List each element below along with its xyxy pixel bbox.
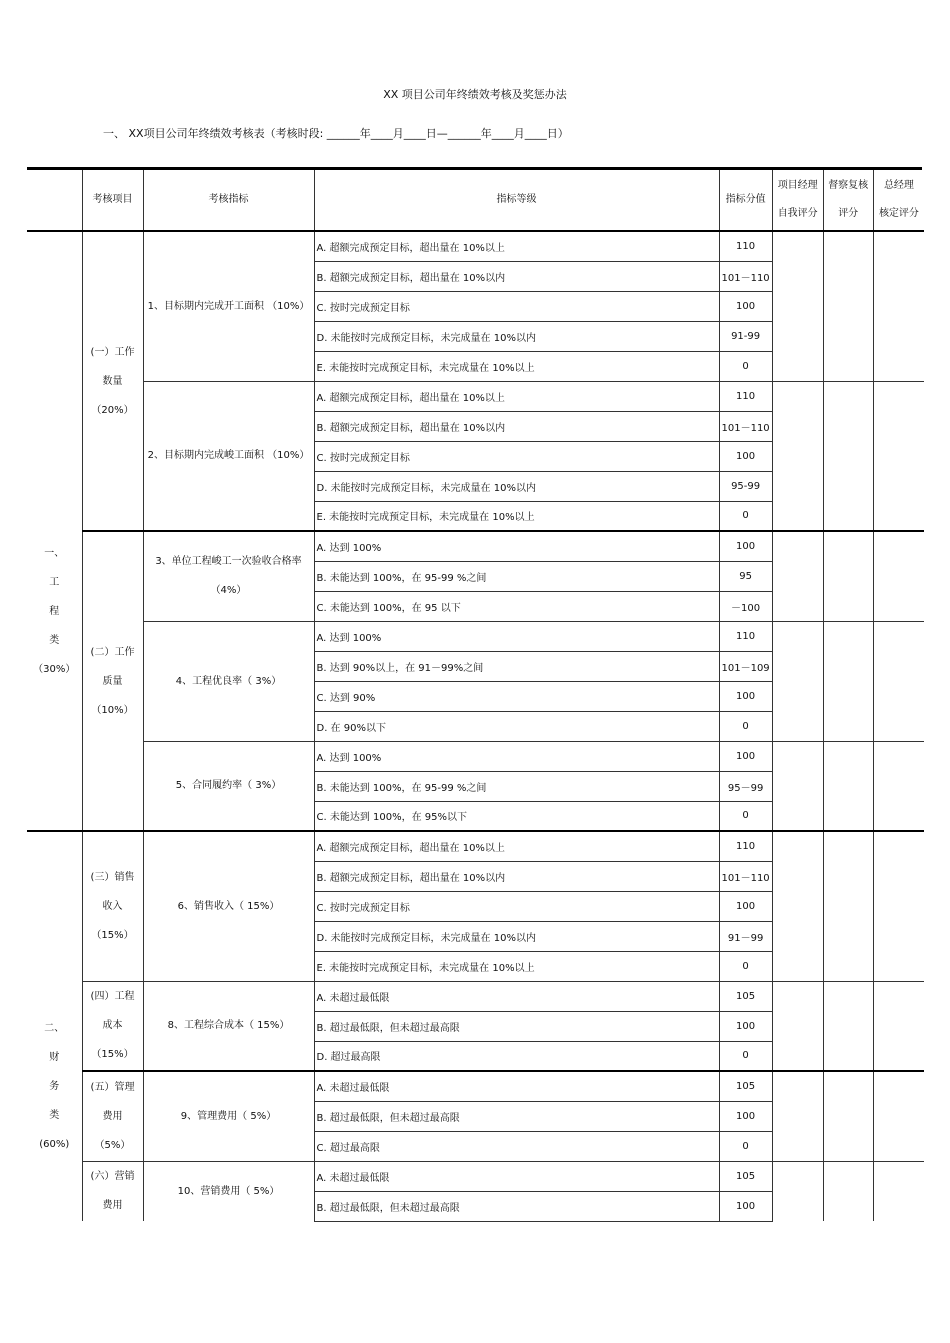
grade-text: B. 超额完成预定目标，超出量在 10%以内 [314, 861, 719, 891]
grade-text: A. 达到 100% [314, 621, 719, 651]
grade-score: 100 [719, 291, 772, 321]
table-row [27, 231, 924, 261]
grade-score: 101－109 [719, 651, 772, 681]
pm-score-cell[interactable] [772, 831, 823, 981]
indicator-management-cost: 9、管理费用（ 5%） [143, 1071, 314, 1161]
indicator-engineering-cost: 8、工程综合成本（ 15%） [143, 981, 314, 1071]
grade-score: 100 [719, 531, 772, 561]
pm-score-cell[interactable] [772, 621, 823, 741]
grade-text: C. 按时完成预定目标 [314, 441, 719, 471]
grade-score: 0 [719, 801, 772, 831]
grade-score: 0 [719, 351, 772, 381]
gm-score-cell[interactable] [873, 231, 924, 381]
grade-text: B. 超额完成预定目标，超出量在 10%以内 [314, 411, 719, 441]
grade-text: E. 未能按时完成预定目标，未完成量在 10%以上 [314, 351, 719, 381]
grade-text: B. 超过最低限，但未超过最高限 [314, 1101, 719, 1131]
assessment-table [27, 170, 924, 1222]
header-score: 指标分值 [719, 170, 772, 231]
grade-score: 101－110 [719, 261, 772, 291]
grade-text: D. 未能按时完成预定目标，未完成量在 10%以内 [314, 321, 719, 351]
indicator-start-area: 1、目标期内完成开工面积 （10%） [143, 231, 314, 381]
grade-text: B. 超过最低限，但未超过最高限 [314, 1011, 719, 1041]
grade-score: 110 [719, 381, 772, 411]
supervisor-score-cell[interactable] [823, 741, 873, 831]
table-row [27, 741, 924, 771]
grade-text: B. 达到 90%以上，在 91－99%之间 [314, 651, 719, 681]
pm-score-cell[interactable] [772, 1161, 823, 1221]
grade-score: 105 [719, 1071, 772, 1101]
header-category [27, 170, 82, 231]
pm-score-cell[interactable] [772, 741, 823, 831]
grade-text: C. 未能达到 100%，在 95%以下 [314, 801, 719, 831]
gm-score-cell[interactable] [873, 1071, 924, 1161]
gm-score-cell[interactable] [873, 531, 924, 621]
indicator-marketing-cost: 10、营销费用（ 5%） [143, 1161, 314, 1221]
header-supervisor-score: 督察复核 评分 [823, 170, 873, 231]
grade-text: A. 超额完成预定目标，超出量在 10%以上 [314, 381, 719, 411]
grade-text: A. 达到 100% [314, 741, 719, 771]
grade-score: 95－99 [719, 771, 772, 801]
grade-text: A. 达到 100% [314, 531, 719, 561]
gm-score-cell[interactable] [873, 1161, 924, 1221]
grade-score: 101－110 [719, 861, 772, 891]
grade-score: 105 [719, 981, 772, 1011]
indicator-contract-fulfilment: 5、合同履约率（ 3%） [143, 741, 314, 831]
item-marketing-cost: (六）营销 费用 [82, 1161, 143, 1221]
grade-score: 95 [719, 561, 772, 591]
pm-score-cell[interactable] [772, 531, 823, 621]
header-row [27, 170, 924, 231]
grade-score: 100 [719, 1011, 772, 1041]
indicator-acceptance-rate: 3、单位工程峻工一次验收合格率 （4%） [143, 531, 314, 621]
grade-text: D. 超过最高限 [314, 1041, 719, 1071]
grade-score: 0 [719, 1131, 772, 1161]
grade-score: 95-99 [719, 471, 772, 501]
table-row [27, 531, 924, 561]
grade-score: 100 [719, 891, 772, 921]
pm-score-cell[interactable] [772, 1071, 823, 1161]
grade-score: 110 [719, 621, 772, 651]
table-subtitle: 一、 XX项目公司年终绩效考核表（考核时段: ______年____月____日—______年____月____日） [103, 127, 569, 140]
gm-score-cell[interactable] [873, 741, 924, 831]
grade-text: C. 达到 90% [314, 681, 719, 711]
table-row [27, 621, 924, 651]
supervisor-score-cell[interactable] [823, 1161, 873, 1221]
category-engineering: 一、 工 程 类 （30%） [27, 231, 82, 831]
header-item: 考核项目 [82, 170, 143, 231]
grade-text: B. 未能达到 100%，在 95-99 %之间 [314, 561, 719, 591]
indicator-sales-revenue: 6、销售收入（ 15%） [143, 831, 314, 981]
header-grade: 指标等级 [314, 170, 719, 231]
item-sales-revenue: (三）销售 收入 （15%） [82, 831, 143, 981]
item-engineering-cost: (四）工程 成本 （15%） [82, 981, 143, 1071]
supervisor-score-cell[interactable] [823, 231, 873, 381]
category-finance: 二、 财 务 类 (60%) [27, 831, 82, 1221]
table-row [27, 831, 924, 861]
grade-text: A. 超额完成预定目标，超出量在 10%以上 [314, 231, 719, 261]
grade-score: 101－110 [719, 411, 772, 441]
grade-score: 0 [719, 951, 772, 981]
grade-text: C. 超过最高限 [314, 1131, 719, 1161]
supervisor-score-cell[interactable] [823, 531, 873, 621]
item-management-cost: (五）管理 费用 （5%） [82, 1071, 143, 1161]
grade-text: A. 未超过最低限 [314, 1161, 719, 1191]
grade-text: C. 未能达到 100%，在 95 以下 [314, 591, 719, 621]
document-title: XX 项目公司年终绩效考核及奖惩办法 [383, 88, 567, 101]
grade-text: A. 未超过最低限 [314, 981, 719, 1011]
item-work-quantity: (一）工作 数量 （20%） [82, 231, 143, 531]
header-indicator: 考核指标 [143, 170, 314, 231]
grade-text: A. 未超过最低限 [314, 1071, 719, 1101]
grade-score: 110 [719, 231, 772, 261]
pm-score-cell[interactable] [772, 981, 823, 1071]
grade-score: 100 [719, 1101, 772, 1131]
grade-text: B. 超过最低限，但未超过最高限 [314, 1191, 719, 1221]
grade-score: －100 [719, 591, 772, 621]
grade-score: 100 [719, 441, 772, 471]
grade-score: 91-99 [719, 321, 772, 351]
table-row [27, 381, 924, 411]
supervisor-score-cell[interactable] [823, 831, 873, 981]
header-pm-score: 项目经理 自我评分 [772, 170, 823, 231]
grade-text: C. 按时完成预定目标 [314, 291, 719, 321]
grade-text: D. 未能按时完成预定目标，未完成量在 10%以内 [314, 921, 719, 951]
supervisor-score-cell[interactable] [823, 621, 873, 741]
table-row [27, 981, 924, 1011]
grade-text: B. 超额完成预定目标，超出量在 10%以内 [314, 261, 719, 291]
grade-text: E. 未能按时完成预定目标，未完成量在 10%以上 [314, 951, 719, 981]
indicator-excellence-rate: 4、工程优良率（ 3%） [143, 621, 314, 741]
gm-score-cell[interactable] [873, 621, 924, 741]
grade-text: C. 按时完成预定目标 [314, 891, 719, 921]
pm-score-cell[interactable] [772, 381, 823, 531]
grade-text: A. 超额完成预定目标，超出量在 10%以上 [314, 831, 719, 861]
gm-score-cell[interactable] [873, 381, 924, 531]
grade-score: 0 [719, 501, 772, 531]
gm-score-cell[interactable] [873, 981, 924, 1071]
gm-score-cell[interactable] [873, 831, 924, 981]
grade-score: 100 [719, 1191, 772, 1221]
grade-text: D. 未能按时完成预定目标，未完成量在 10%以内 [314, 471, 719, 501]
grade-score: 0 [719, 711, 772, 741]
grade-score: 100 [719, 741, 772, 771]
grade-text: B. 未能达到 100%，在 95-99 %之间 [314, 771, 719, 801]
grade-score: 100 [719, 681, 772, 711]
item-work-quality: (二）工作 质量 （10%） [82, 531, 143, 831]
grade-score: 110 [719, 831, 772, 861]
grade-text: E. 未能按时完成预定目标，未完成量在 10%以上 [314, 501, 719, 531]
table-row [27, 1161, 924, 1191]
indicator-completion-area: 2、目标期内完成峻工面积 （10%） [143, 381, 314, 531]
pm-score-cell[interactable] [772, 231, 823, 381]
header-gm-score: 总经理 核定评分 [873, 170, 924, 231]
supervisor-score-cell[interactable] [823, 981, 873, 1071]
table-row [27, 1071, 924, 1101]
grade-score: 91－99 [719, 921, 772, 951]
grade-score: 105 [719, 1161, 772, 1191]
supervisor-score-cell[interactable] [823, 381, 873, 531]
grade-text: D. 在 90%以下 [314, 711, 719, 741]
supervisor-score-cell[interactable] [823, 1071, 873, 1161]
grade-score: 0 [719, 1041, 772, 1071]
